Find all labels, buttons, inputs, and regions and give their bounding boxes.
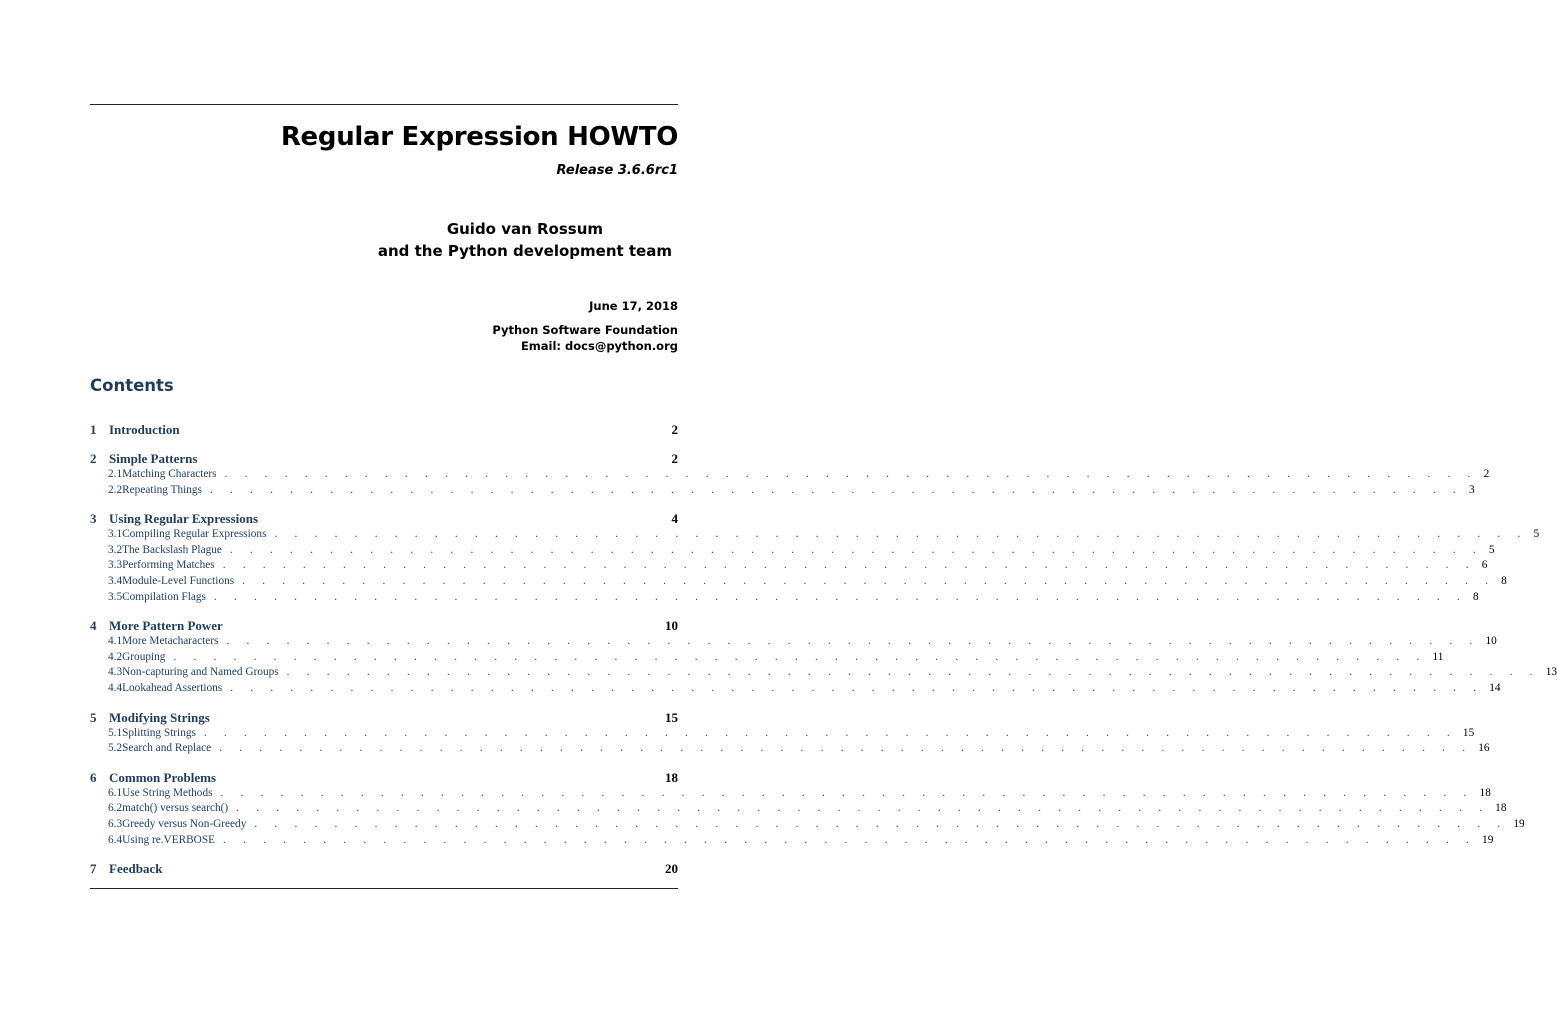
toc-subsection-entry[interactable] [90, 802, 1507, 818]
toc-subsection-link[interactable]: Module-Level Functions [122, 574, 235, 587]
author-line: and the Python development team [377, 242, 672, 260]
toc-section-link[interactable]: Using Regular Expressions [109, 511, 259, 527]
toc-section-number[interactable]: 7 [90, 861, 97, 877]
contact-email: Email: docs@python.org [520, 339, 678, 353]
toc-subsection-link[interactable]: Compilation Flags [122, 590, 206, 603]
toc-subsection-link[interactable]: Greedy versus Non-Greedy [122, 817, 247, 830]
toc-subsection-number[interactable]: 6.1 [108, 786, 123, 799]
toc-subsection-entry[interactable] [90, 543, 1495, 560]
toc-section [90, 618, 1557, 697]
toc-subsection-number[interactable]: 5.1 [108, 726, 123, 739]
organization-block [492, 322, 678, 354]
toc-subsection-entry[interactable] [90, 559, 1488, 575]
toc-subsection-number[interactable]: 3.1 [108, 528, 123, 541]
toc-subsection-page: 5 [1488, 543, 1495, 556]
toc-subsection-number[interactable]: 4.1 [108, 635, 123, 648]
document-title: Regular Expression HOWTO [280, 122, 678, 152]
toc-subsection-page: 11 [1432, 650, 1444, 663]
toc-section-number[interactable]: 3 [90, 511, 97, 527]
toc-subsection-link[interactable]: Repeating Things [122, 483, 202, 496]
toc-subsection-number[interactable]: 4.3 [108, 666, 123, 679]
toc-subsection-number[interactable]: 6.3 [108, 817, 123, 830]
toc-subsection-page: 18 [1479, 786, 1491, 799]
toc-section-page: 4 [671, 511, 678, 527]
toc-subsection-number[interactable]: 3.4 [108, 574, 123, 587]
toc-subsection-entry[interactable] [90, 528, 1540, 544]
dot-leader: . . . . . . . . . . . . . . . . . . . . . . . . . . . . . . . . . . . . . . . . . . . . . . . . . . . . . . . . . . . . . . . [203, 726, 1457, 739]
toc-subsection-entry[interactable] [90, 635, 1497, 651]
toc-section-number[interactable]: 5 [90, 709, 97, 725]
dot-leader: . . . . . . . . . . . . . . . . . . . . . . . . . . . . . . . . . . . . . . . . . . . . . . . . . . . . . . . . . . . . . . . [223, 833, 1477, 846]
top-rule [90, 104, 678, 105]
dot-leader: . . . . . . . . . . . . . . . . . . . . . . . . . . . . . . . . . . . . . . . . . . . . . . . . . . . . . . . . . . . . . . . [219, 742, 1473, 755]
dot-leader: . . . . . . . . . . . . . . . . . . . . . . . . . . . . . . . . . . . . . . . . . . . . . . . . . . . . . . . . . . . . . . . [226, 635, 1480, 648]
toc-section-number[interactable]: 6 [90, 769, 97, 785]
dot-leader: . . . . . . . . . . . . . . . . . . . . . . . . . . . . . . . . . . . . . . . . . . . . . . . . . . . . . . . . . . . . . . . [224, 468, 1478, 480]
toc-section [90, 511, 1540, 606]
table-of-contents [90, 422, 1557, 890]
dot-leader: . . . . . . . . . . . . . . . . . . . . . . . . . . . . . . . . . . . . . . . . . . . . . . . . . . . . . . . . . . . . . . . [286, 666, 1540, 679]
toc-subsection-link[interactable]: Performing Matches [122, 559, 215, 572]
toc-section-entry[interactable] [90, 618, 678, 635]
toc-section-page: 20 [665, 861, 678, 877]
toc-subsection-number[interactable]: 5.2 [108, 742, 123, 755]
toc-subsection-entry[interactable] [90, 574, 1507, 591]
toc-section-link[interactable]: Introduction [109, 422, 180, 437]
toc-section-entry[interactable] [90, 451, 678, 468]
publication-date: June 17, 2018 [589, 299, 678, 313]
toc-subsection-entry[interactable] [90, 590, 1479, 607]
toc-subsection-entry[interactable] [90, 742, 1490, 758]
toc-subsection-number[interactable]: 4.4 [108, 681, 123, 694]
toc-subsection-number[interactable]: 3.3 [108, 559, 123, 572]
toc-subsection-entry[interactable] [90, 650, 1444, 667]
toc-subsection-page: 10 [1485, 635, 1497, 648]
toc-section [90, 709, 1490, 758]
toc-subsection-link[interactable]: Grouping [122, 650, 166, 663]
toc-subsection-page: 14 [1489, 681, 1501, 694]
toc-subsection-link[interactable]: Use String Methods [122, 786, 213, 799]
dot-leader: . . . . . . . . . . . . . . . . . . . . . . . . . . . . . . . . . . . . . . . . . . . . . . . . . . . . . . . . . . . . . . . [220, 786, 1474, 799]
toc-section-page: 15 [665, 709, 678, 725]
dot-leader: . . . . . . . . . . . . . . . . . . . . . . . . . . . . . . . . . . . . . . . . . . . . . . . . . . . . . . . . . . . . . . . [209, 483, 1463, 496]
toc-subsection-number[interactable]: 2.2 [108, 483, 123, 496]
toc-subsection-page: 2 [1483, 468, 1490, 480]
dot-leader: . . . . . . . . . . . . . . . . . . . . . . . . . . . . . . . . . . . . . . . . . . . . . . . . . . . . . . . . . . . . . . . [230, 681, 1484, 694]
dot-leader: . . . . . . . . . . . . . . . . . . . . . . . . . . . . . . . . . . . . . . . . . . . . . . . . . . . . . . . . . . . . . . . [242, 574, 1496, 587]
toc-subsection-link[interactable]: Splitting Strings [122, 726, 196, 739]
toc-subsection-number[interactable]: 2.1 [108, 468, 123, 480]
toc-section-number[interactable]: 1 [90, 422, 97, 437]
toc-subsection-link[interactable]: match() versus search() [122, 802, 229, 815]
dot-leader: . . . . . . . . . . . . . . . . . . . . . . . . . . . . . . . . . . . . . . . . . . . . . . . . . . . . . . . . . . . . . . . [173, 650, 1427, 663]
dot-leader: . . . . . . . . . . . . . . . . . . . . . . . . . . . . . . . . . . . . . . . . . . . . . . . . . . . . . . . . . . . . . . . [222, 559, 1476, 572]
toc-section-number[interactable]: 4 [90, 618, 97, 634]
toc-section-link[interactable]: Simple Patterns [109, 451, 198, 466]
toc-subsection-number[interactable]: 6.2 [108, 802, 123, 815]
toc-subsection-page: 8 [1472, 590, 1479, 603]
dot-leader: . . . . . . . . . . . . . . . . . . . . . . . . . . . . . . . . . . . . . . . . . . . . . . . . . . . . . . . . . . . . . . . [274, 528, 1528, 541]
toc-section-link[interactable]: Modifying Strings [109, 709, 210, 725]
toc-subsection-page: 5 [1533, 528, 1540, 541]
toc-subsection-entry[interactable] [90, 468, 1490, 484]
toc-subsection-number[interactable]: 3.2 [108, 543, 123, 556]
toc-subsection-page: 19 [1482, 833, 1494, 846]
toc-subsection-link[interactable]: Non-capturing and Named Groups [122, 666, 279, 679]
toc-section-page: 2 [671, 422, 678, 437]
toc-subsection-page: 16 [1478, 742, 1490, 755]
toc-section-page: 10 [665, 618, 678, 634]
toc-subsection-entry[interactable] [90, 483, 1475, 500]
toc-subsection-number[interactable]: 4.2 [108, 650, 123, 663]
toc-subsection-link[interactable]: The Backslash Plague [122, 543, 222, 556]
toc-subsection-link[interactable]: More Metacharacters [122, 635, 219, 648]
authors-block [378, 218, 672, 262]
toc-subsection-page: 13 [1545, 666, 1557, 679]
toc-section-page: 2 [671, 451, 678, 466]
toc-subsection-link[interactable]: Search and Replace [122, 742, 212, 755]
toc-section-entry[interactable] [90, 710, 678, 727]
toc-subsection-page: 18 [1495, 802, 1507, 815]
toc-section-number[interactable]: 2 [90, 451, 97, 466]
toc-subsection-number[interactable]: 3.5 [108, 590, 123, 603]
bottom-rule [90, 888, 678, 889]
dot-leader: . . . . . . . . . . . . . . . . . . . . . . . . . . . . . . . . . . . . . . . . . . . . . . . . . . . . . . . . . . . . . . . [213, 590, 1467, 603]
dot-leader: . . . . . . . . . . . . . . . . . . . . . . . . . . . . . . . . . . . . . . . . . . . . . . . . . . . . . . . . . . . . . . . [229, 543, 1483, 556]
toc-section-entry[interactable] [90, 861, 678, 878]
toc-section [90, 861, 678, 878]
toc-subsection-entry[interactable] [90, 817, 1525, 834]
contents-heading: Contents [90, 376, 174, 395]
release-label: Release 3.6.6rc1 [556, 163, 678, 178]
toc-subsection-page: 3 [1468, 483, 1475, 496]
toc-subsection-page: 8 [1501, 574, 1507, 587]
toc-subsection-entry[interactable] [90, 726, 1475, 743]
toc-subsection-link[interactable]: Matching Characters [122, 468, 217, 480]
toc-subsection-page: 6 [1481, 559, 1488, 572]
toc-subsection-page: 19 [1513, 817, 1525, 830]
organization-name: Python Software Foundation [492, 323, 678, 337]
dot-leader: . . . . . . . . . . . . . . . . . . . . . . . . . . . . . . . . . . . . . . . . . . . . . . . . . . . . . . . . . . . . . . . [254, 817, 1508, 830]
toc-section [90, 422, 678, 439]
toc-subsection-link[interactable]: Compiling Regular Expressions [122, 528, 267, 541]
toc-subsection-link[interactable]: Using re.VERBOSE [122, 833, 216, 846]
toc-section-link[interactable]: Common Problems [109, 769, 217, 785]
dot-leader: . . . . . . . . . . . . . . . . . . . . . . . . . . . . . . . . . . . . . . . . . . . . . . . . . . . . . . . . . . . . . . . [236, 802, 1490, 815]
toc-section [90, 451, 1490, 499]
toc-subsection-entry[interactable] [90, 786, 1491, 803]
toc-subsection-page: 15 [1462, 726, 1475, 739]
toc-section-page: 18 [665, 769, 678, 785]
toc-section [90, 769, 1525, 849]
toc-section-link[interactable]: Feedback [109, 861, 163, 877]
toc-section-link[interactable]: More Pattern Power [109, 618, 223, 634]
toc-subsection-number[interactable]: 6.4 [108, 833, 123, 846]
toc-subsection-entry[interactable] [90, 666, 1557, 682]
toc-subsection-entry[interactable] [90, 833, 1494, 850]
toc-subsection-link[interactable]: Lookahead Assertions [122, 681, 223, 694]
toc-section-entry[interactable] [90, 422, 678, 439]
toc-section-entry[interactable] [90, 511, 678, 528]
toc-section-entry[interactable] [90, 770, 678, 787]
toc-subsection-entry[interactable] [90, 681, 1501, 698]
author-line: Guido van Rossum [446, 220, 604, 238]
